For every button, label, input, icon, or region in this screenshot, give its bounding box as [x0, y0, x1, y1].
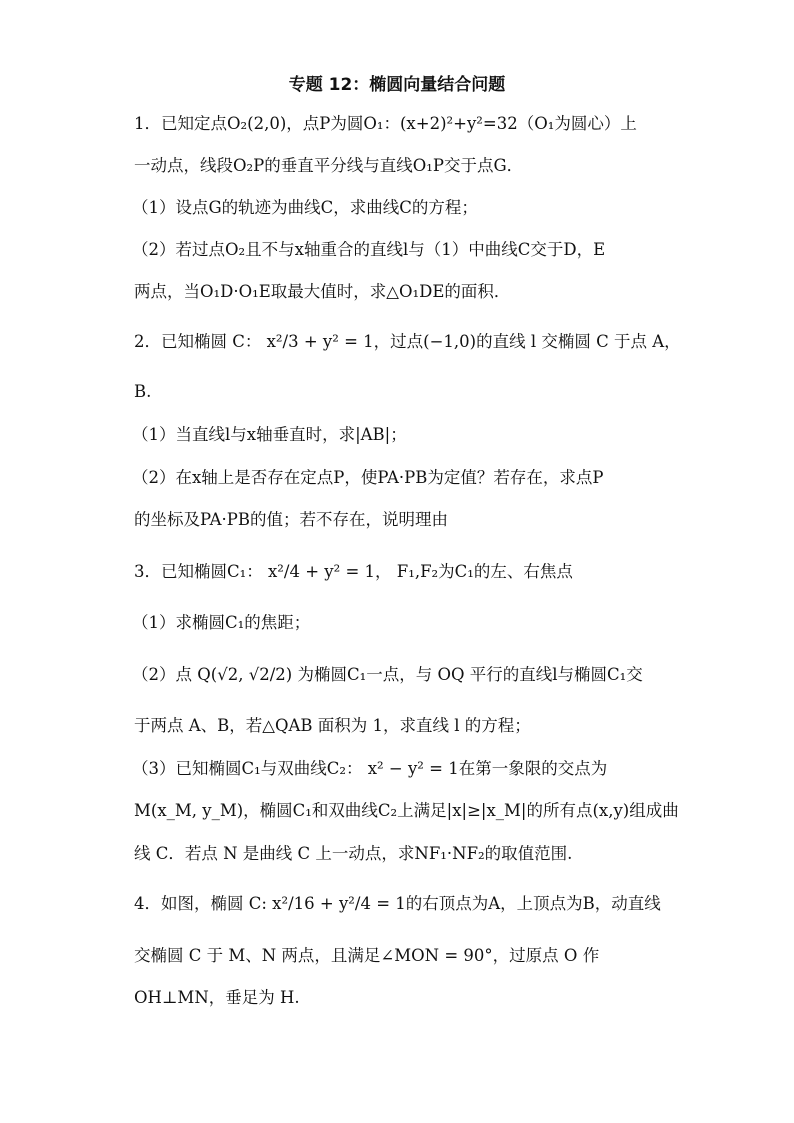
- problem-3-part-3-line-2: M(x_M, y_M)，椭圆C₁和双曲线C₂上满足|x|≥|x_M|的所有点(x,y)组成曲: [134, 801, 679, 820]
- problem-3-line-1: 3．已知椭圆C₁： x²/4 + y² = 1， F₁,F₂为C₁的左、右焦点: [134, 562, 573, 581]
- problem-3-part-3-line-1: （3）已知椭圆C₁与双曲线C₂： x² − y² = 1在第一象限的交点为: [132, 759, 608, 778]
- problem-2-part-2-line-2: 的坐标及PA·PB的值；若不存在，说明理由: [134, 510, 448, 529]
- problem-2-part-2-line-1: （2）在x轴上是否存在定点P，使PA·PB为定值？若存在，求点P: [132, 468, 604, 487]
- problem-1-part-2-line-1: （2）若过点O₂且不与x轴重合的直线l与（1）中曲线C交于D，E: [132, 240, 606, 259]
- problem-4-line-1: 4．如图，椭圆 C: x²/16 + y²/4 = 1的右顶点为A，上顶点为B，动直线: [134, 894, 661, 913]
- problem-3-part-3-line-3: 线 C．若点 N 是曲线 C 上一动点，求NF₁·NF₂的取值范围.: [134, 844, 573, 863]
- problem-1-part-2-line-2: 两点，当O₁D·O₁E取最大值时，求△O₁DE的面积．: [134, 282, 511, 301]
- page-title: 专题 12：椭圆向量结合问题: [288, 75, 506, 95]
- problem-1-line-1: 1．已知定点O₂(2,0)，点P为圆O₁：(x+2)²+y²=32（O₁为圆心）上: [134, 114, 637, 133]
- problem-1-part-1: （1）设点G的轨迹为曲线C，求曲线C的方程；: [132, 198, 478, 217]
- problem-3-part-1: （1）求椭圆C₁的焦距；: [132, 613, 311, 632]
- problem-1-line-2: 一动点，线段O₂P的垂直平分线与直线O₁P交于点G．: [134, 156, 524, 175]
- problem-2-part-1: （1）当直线l与x轴垂直时，求|AB|；: [132, 425, 407, 444]
- problem-4-line-3: OH⊥MN，垂足为 H.: [134, 988, 300, 1007]
- problem-3-part-2-line-2: 于两点 A、B，若△QAB 面积为 1，求直线 l 的方程；: [134, 716, 531, 735]
- problem-4-line-2: 交椭圆 C 于 M、N 两点，且满足∠MON = 90°，过原点 O 作: [134, 946, 600, 965]
- problem-2-line-2: B.: [134, 382, 152, 401]
- problem-2-line-1: 2．已知椭圆 C： x²/3 + y² = 1，过点(−1,0)的直线 l 交椭圆 C 于点 A，: [134, 332, 681, 351]
- problem-3-part-2-line-1: （2）点 Q(√2, √2/2) 为椭圆C₁一点，与 OQ 平行的直线l与椭圆C₁交: [132, 665, 643, 684]
